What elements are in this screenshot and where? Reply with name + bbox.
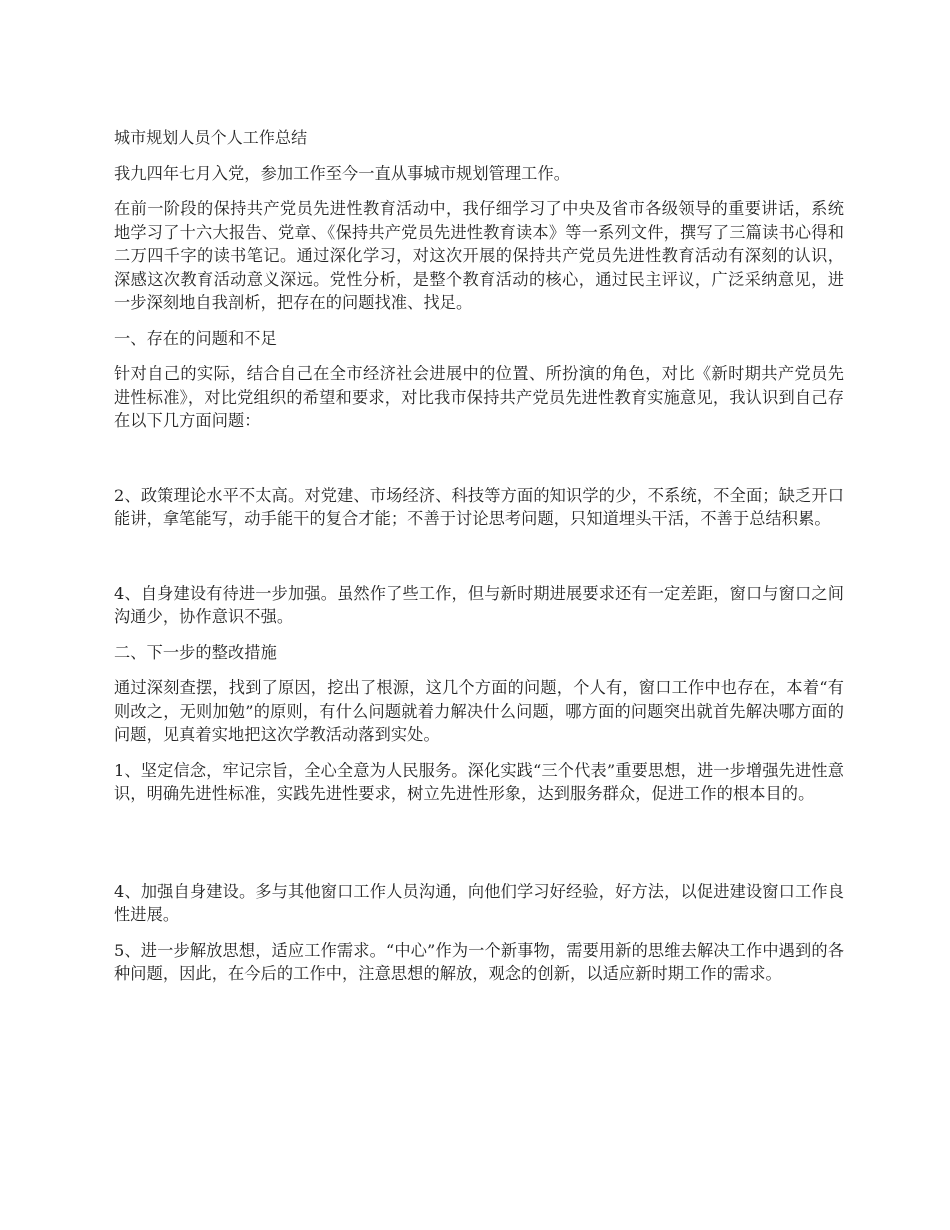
- document-body: [114, 126, 844, 998]
- paragraph-party-join: 我九四年七月入党，参加工作至今一直从事城市规划管理工作。: [114, 163, 571, 183]
- blank-gap: [114, 543, 844, 582]
- paragraph-study: 在前一阶段的保持共产党员先进性教育活动中，我仔细学习了中央及省市各级领导的重要讲话，系统地学习了十六大报告、党章、《保持共产党员先进性教育读本》等一系列文件，撰写了三篇读书心得和二万四千字的读书笔记。通过深化学习，对这次开展的保持共产党员先进性教育活动有深刻的认识，深感这次教育活动意义深远。党性分析，是整个教育活动的核心，通过民主评议，广泛采纳意见，进一步深刻地自我剖析，把存在的问题找准、找足。: [114, 199, 844, 312]
- paragraph-measure-4: 4、加强自身建设。多与其他窗口工作人员沟通，向他们学习好经验，好方法，以促进建设窗口工作良性进展。: [114, 881, 844, 924]
- blank-gap: [114, 818, 844, 880]
- paragraph-problem-4: 4、自身建设有待进一步加强。虽然作了些工作，但与新时期进展要求还有一定差距，窗口与窗口之间沟通少，协作意识不强。: [114, 583, 844, 626]
- section-heading-measures: 二、下一步的整改措施: [114, 642, 277, 662]
- paragraph-measure-5: 5、进一步解放思想，适应工作需求。“中心”作为一个新事物，需要用新的思维去解决工作中遇到的各种问题，因此，在今后的工作中，注意思想的解放，观念的创新，以适应新时期工作的需求。: [114, 940, 844, 983]
- paragraph-problem-2: 2、政策理论水平不太高。对党建、市场经济、科技等方面的知识学的少，不系统，不全面；缺乏开口能讲，拿笔能写，动手能干的复合才能；不善于讨论思考问题，只知道埋头干活，不善于总结积累。: [114, 485, 844, 528]
- paragraph-measure-1: 1、坚定信念，牢记宗旨，全心全意为人民服务。深化实践“三个代表”重要思想，进一步增强先进性意识，明确先进性标准，实践先进性要求，树立先进性形象，达到服务群众，促进工作的根本目的。: [114, 760, 844, 803]
- document-title: 城市规划人员个人工作总结: [114, 128, 308, 147]
- blank-gap: [114, 445, 844, 484]
- paragraph-measures-intro: 通过深刻查摆，找到了原因，挖出了根源，这几个方面的问题，个人有，窗口工作中也存在，本着“有则改之，无则加勉”的原则，有什么问题就着力解决什么问题，哪方面的问题突出就首先解决哪方面的问题，见真着实地把这次学教活动落到实处。: [114, 678, 844, 744]
- paragraph-self-check: 针对自己的实际，结合自己在全市经济社会进展中的位置、所扮演的角色，对比《新时期共产党员先进性标准》，对比党组织的希望和要求，对比我市保持共产党员先进性教育实施意见，我认识到自己存在以下几方面问题：: [114, 364, 844, 430]
- section-heading-problems: 一、存在的问题和不足: [114, 328, 277, 348]
